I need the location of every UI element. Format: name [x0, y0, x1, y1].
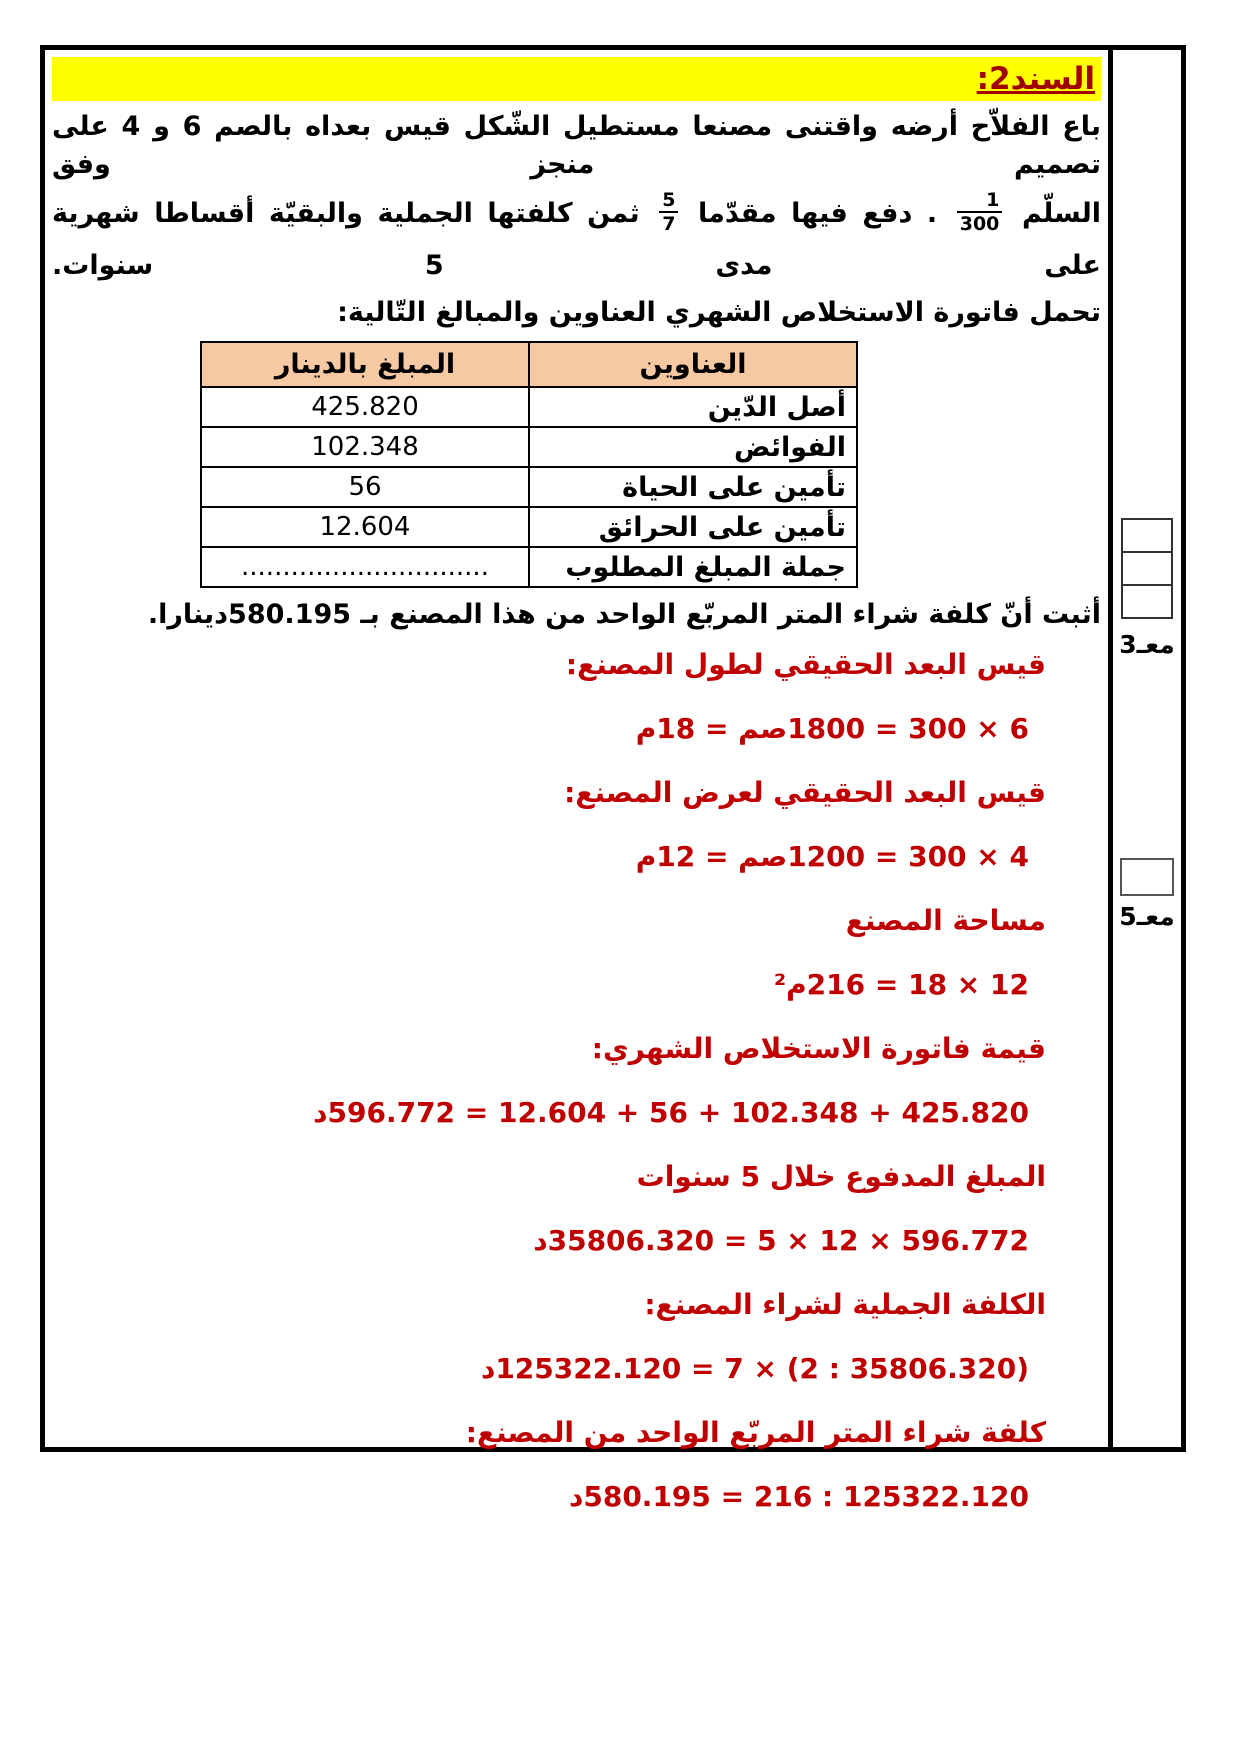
table-row: [201, 387, 857, 427]
row-value: ..............................: [201, 547, 529, 587]
solution-block: [52, 647, 1101, 1515]
criterion-label-3: معـ3: [1119, 630, 1175, 659]
payment-middle-text: . دفع فيها مقدّما: [698, 198, 938, 229]
column-header-amount: المبلغ بالدينار: [201, 342, 529, 387]
fraction-denominator: 7: [662, 212, 676, 235]
document-frame: [40, 45, 1186, 1513]
prove-statement: أثبت أنّ كلفة شراء المتر المربّع الواحد من هذا المصنع بـ 580.195دينارا.: [147, 599, 1101, 630]
row-value: 425.820: [201, 387, 529, 427]
solution-heading: قيس البعد الحقيقي لطول المصنع:: [565, 648, 1046, 681]
mark-cell: [1121, 584, 1173, 619]
mark-cell: [1121, 551, 1173, 586]
row-label: تأمين على الحرائق: [529, 507, 857, 547]
advance-fraction: [659, 189, 678, 235]
fraction-numerator: 5: [659, 189, 678, 213]
scale-fraction: [957, 189, 1003, 235]
solution-heading: قيس البعد الحقيقي لعرض المصنع:: [564, 776, 1046, 809]
fraction-numerator: 1: [957, 189, 1003, 213]
table-row: [201, 427, 857, 467]
scale-prefix-text: السلّم: [1021, 198, 1102, 229]
solution-equation: 6 × 300 = 1800صم = 18م: [635, 712, 1029, 745]
solution-heading: قيمة فاتورة الاستخلاص الشهري:: [591, 1032, 1046, 1065]
table-row: [201, 467, 857, 507]
solution-heading: الكلفة الجملية لشراء المصنع:: [644, 1288, 1046, 1321]
mark-cell: [1121, 518, 1173, 553]
problem-statement-line-3: تحمل فاتورة الاستخلاص الشهري العناوين والمبالغ التّالية:: [337, 297, 1101, 328]
row-label: الفوائض: [529, 427, 857, 467]
row-value: 12.604: [201, 507, 529, 547]
solution-equation: 596.772 × 12 × 5 = 35806.320د: [533, 1224, 1029, 1257]
problem-statement-line-1: باع الفلاّح أرضه واقتنى مصنعا مستطيل الشّكل قيس بعداه بالصم 6 و 4 على تصميم منجز وفق: [52, 111, 1101, 180]
solution-equation: 125322.120 : 216 = 580.195د: [568, 1480, 1029, 1513]
payment-suffix-text: ثمن كلفتها الجملية والبقيّة أقساطا شهرية على مدى 5 سنوات.: [52, 198, 1102, 281]
mark-box-single-5: [1120, 858, 1174, 896]
problem-statement-line-2: [52, 188, 1101, 292]
exercise-title-bar: [52, 57, 1101, 101]
table-row: [201, 547, 857, 587]
solution-equation: (35806.320 : 2) × 7 = 125322.120د: [480, 1352, 1029, 1385]
table-header-row: [201, 342, 857, 387]
solution-heading: كلفة شراء المتر المربّع الواحد من المصنع:: [465, 1416, 1046, 1449]
exercise-title: السند2:: [976, 61, 1095, 97]
solution-equation: 12 × 18 = 216م²: [773, 968, 1029, 1001]
row-value: 102.348: [201, 427, 529, 467]
main-content: [45, 50, 1108, 1513]
row-label: تأمين على الحياة: [529, 467, 857, 507]
criterion-label-5: معـ5: [1119, 902, 1175, 931]
row-value: 56: [201, 467, 529, 507]
table-row: [201, 507, 857, 547]
solution-equation: 4 × 300 = 1200صم = 12م: [635, 840, 1029, 873]
column-header-titles: العناوين: [529, 342, 857, 387]
fraction-denominator: 300: [959, 212, 1000, 235]
invoice-table: [200, 341, 858, 588]
solution-heading: مساحة المصنع: [845, 904, 1046, 937]
grading-margin-column: [1108, 50, 1181, 1447]
solution-equation: 425.820 + 102.348 + 56 + 12.604 = 596.772د: [313, 1096, 1029, 1129]
mark-box-grid-3: [1121, 518, 1173, 619]
solution-heading: المبلغ المدفوع خلال 5 سنوات: [636, 1160, 1046, 1193]
row-label: أصل الدّين: [529, 387, 857, 427]
row-label: جملة المبلغ المطلوب: [529, 547, 857, 587]
